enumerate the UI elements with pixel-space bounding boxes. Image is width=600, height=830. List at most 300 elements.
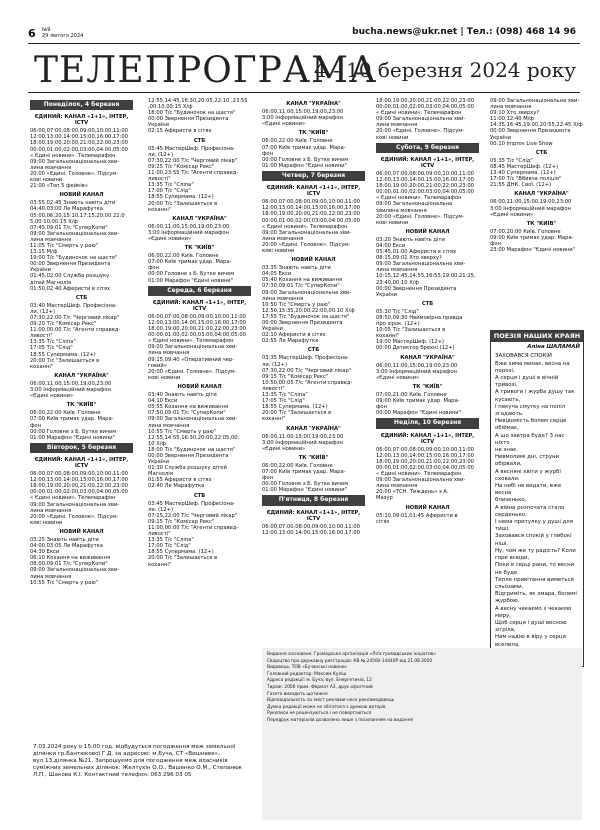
program-line: 3:00 Інформаційний марафон xyxy=(148,229,229,236)
poem-line: зігріла, xyxy=(495,627,516,634)
program-line: про зірок. (12+) xyxy=(376,321,420,328)
imprint-line: Свідоцтво про державну реєстрацію: КВ № 24500-14440Р від 21.08.2020 xyxy=(267,658,433,664)
title-rule xyxy=(28,92,580,93)
program-line: 18:00,19:00,20:00,21:00,22:00,23:00 xyxy=(30,483,128,490)
program-line: кові новини xyxy=(30,177,63,184)
program-line: « Єдині новини». Телемарафон xyxy=(30,495,116,502)
program-line: коханні" xyxy=(148,561,172,568)
program-line: України xyxy=(490,134,511,141)
program-line: 09:00 Загальнонаціональна xyxy=(376,201,453,208)
program-line: «Єдині новини» xyxy=(148,235,192,242)
poem-line: порозі, xyxy=(495,367,515,374)
program-line: лина мовчання xyxy=(262,295,304,302)
day-heading: Вівторок, 5 березня xyxy=(30,443,133,453)
program-line: 20:00 «Єдині. Головне». Підсум- xyxy=(30,170,119,177)
program-line: 03:35 Знають навіть діти xyxy=(262,265,331,272)
poem-line: ніші. xyxy=(495,540,509,547)
program-line: 18:55 Супермама. (12+) xyxy=(148,194,214,201)
channel-name: ТК "КИЇВ" xyxy=(526,220,557,227)
program-line: 3:00 Інформаційний марафон xyxy=(30,387,111,394)
program-line: 21:55 ДНК. Свої. (12+) xyxy=(490,182,552,189)
poem-line: серденько. xyxy=(495,511,527,518)
program-line: 09:00 Загальнонаціональна хви- xyxy=(30,501,120,508)
program-line: 06:00,11:00,15:00,19:00,23:00 xyxy=(490,199,572,206)
program-line: 05:45 МастерШеф. Професіона- xyxy=(148,145,235,152)
program-line: «Єдині новини» xyxy=(490,211,534,218)
channel-name: СТБ xyxy=(307,347,320,354)
program-line: 01:45,02:00 Служба розшуку xyxy=(30,273,110,280)
program-line: 01:00 Марафон "Єдині новини" xyxy=(262,487,347,494)
channel-name: ТК "КИЇВ" xyxy=(184,245,215,252)
program-line: 11:00,00:00 Т/с "Агенти справед- xyxy=(30,327,121,334)
poem-line: тиші, xyxy=(495,526,510,533)
imprint-box xyxy=(262,648,582,820)
program-line: коханні" xyxy=(376,333,400,340)
program-line: « Єдині новини». Телемарафон xyxy=(376,110,462,117)
program-line: 00:00 Головне з Б. Бутке вичем xyxy=(30,428,117,435)
program-line: 06:00,07:00,08:00,09:00,10:00,11:00 xyxy=(376,446,474,453)
program-line: 17:05 Т/с "Слід" xyxy=(30,345,73,352)
program-line: кові новини xyxy=(262,247,295,254)
program-line: фон xyxy=(30,422,42,429)
program-line: 05:30 Т/с "Слід" xyxy=(376,308,419,315)
imprint-line: Газета виходить щотижня xyxy=(267,691,328,697)
poem-line: Відгриміть, як хмара, болемі xyxy=(495,591,577,598)
poem-line: миру, xyxy=(495,612,511,619)
program-line: 01:30 Служба розшуку дітей xyxy=(148,465,227,472)
program-line: 08:45 МастерШеф. (12+) xyxy=(490,163,559,170)
program-line: фон xyxy=(376,404,388,411)
program-line: 3:00 Інформаційний марафон xyxy=(262,115,343,122)
channel-name: НОВИЙ КАНАЛ xyxy=(405,228,450,235)
program-line: ли. (12+) xyxy=(30,308,55,315)
program-line: ли. (12+) xyxy=(148,151,173,158)
page-title: ТЕЛЕПРОГРАМА xyxy=(34,50,378,91)
program-line: 06:00,07:00,08:00,09:00,10:00,11:00 xyxy=(376,170,474,177)
day-heading: Субота, 9 березня xyxy=(376,143,479,153)
program-line: 02:15 Аферисти в сітях xyxy=(148,128,212,135)
program-line: 00:00 Детектор брехні (12+) xyxy=(376,345,455,352)
program-line: 19:00 МастерШеф. (12+) xyxy=(376,339,445,346)
program-line: 00:00,01:00,02:00,03:00,04:00,05:00 xyxy=(30,146,128,153)
channel-name: СТБ xyxy=(75,294,88,301)
program-line: 03:45 МастерШеф. Професіона- xyxy=(148,500,235,507)
channel-name: ЄДИНИЙ: КАНАЛ «1+1», ІНТЕР, ICTV xyxy=(152,299,247,312)
program-line: 05:00,06:20,15:10,17:15,20:00 22:0 xyxy=(30,212,125,219)
program-line: говий» xyxy=(148,362,167,369)
poem-line: сльозами, xyxy=(495,583,524,590)
program-line: 18:55 Супермама. (12+) xyxy=(30,351,96,358)
poem-line: Щоб серця і душі весною xyxy=(495,619,567,626)
channel-name: НОВИЙ КАНАЛ xyxy=(405,504,450,511)
land-survey-announcement: 7.03.2024 року о 15:00 год. відбудуться погодження меж земельної ділянки гр.Бантюкової Г.Д. за адресою: м.Буча, СТ «Вишневе», вул.13,ділянка №21. Запрошуємо для погодження меж власників суміжних земельних ділянок: Желтухін О.О., Вашенко О.М., Степанюк Л.П., Шакова К.І. Контактний телефон: 063 296 03 05 xyxy=(33,744,243,778)
poem-heading: ПОЕЗІЯ НАШИХ КРАЯН xyxy=(491,331,583,342)
program-line: коханні" xyxy=(262,416,286,423)
channel-name: ЄДИНИЙ: КАНАЛ «1+1», ІНТЕР, ICTV xyxy=(34,114,129,127)
schedule-column-1 xyxy=(30,98,133,586)
program-line: 07:50,09:01 Т/с "СуперКопи" xyxy=(148,410,226,417)
channel-name: ТК "КИЇВ" xyxy=(412,383,443,390)
contact-info: bucha.news@ukr.net | Тел.: (098) 468 14 96 xyxy=(352,27,576,37)
program-line: 06:10 Кохання на виживання xyxy=(30,555,111,562)
program-line: 13:35 Т/с "Сліпа" xyxy=(148,182,194,189)
program-line: 07:00,21:00 Київ. Головне xyxy=(376,392,447,399)
program-line: 18:00,19:00,20:00,21:00,22:00,23:00 xyxy=(376,98,474,104)
program-line: 03:20 Знають навіть діти xyxy=(376,236,445,243)
program-line: « Єдині новини». Телемарафон xyxy=(376,195,462,202)
program-line: лина мовчання xyxy=(490,104,532,111)
program-line: 09:15 Т/с "Комісар Рекс" xyxy=(262,373,329,380)
program-line: 04:00 Екси xyxy=(376,242,406,249)
poem-line: журбою. xyxy=(495,598,520,605)
program-line: 05:45,01:00 Аферисти в сітях xyxy=(376,249,457,256)
poem-line: На небі не видати, вже весна xyxy=(495,483,562,497)
program-line: 10 Х/ф xyxy=(148,440,166,447)
program-line: 06:00,07:00,08:00,09:00,10:00,11:00 xyxy=(30,471,128,478)
program-line: фон xyxy=(490,240,502,247)
program-line: 12:00,13:00,14:00,15:00,16:00,17:00 xyxy=(262,529,360,536)
poem-line: обіймає, xyxy=(495,425,519,432)
program-line: 12:00,13:00,14:00,15:00,16:00,17:00 xyxy=(376,177,474,184)
program-line: 00:00,01:00,02:00,03:00,04:00,05:00 xyxy=(376,189,474,196)
imprint-line: Думка редакції може не збігатися з думкою авторів xyxy=(267,704,386,710)
program-line: 10:50 Т/с "Смерть у раю" xyxy=(262,301,331,308)
program-line: 00:00 Головне з Б. Бутке вичем xyxy=(262,156,349,163)
poem-line: кусають, xyxy=(495,396,521,403)
channel-name: НОВИЙ КАНАЛ xyxy=(59,528,104,535)
program-line: 21:00 «Топ 5 фейків» xyxy=(30,183,88,190)
program-line: 10:55 Т/с "Смерть у раю" xyxy=(30,579,99,586)
program-line: кові новини xyxy=(376,134,409,141)
program-line: 06:00,22:00 Київ. Головне xyxy=(30,410,101,417)
program-line: «Єдині новини» xyxy=(262,445,306,452)
program-line: 10:55 Т/с "Смерть у раю" xyxy=(148,428,217,435)
program-line: 13:35 Т/с "Сліпа" xyxy=(30,339,76,346)
program-line: 06:00,11:00,15:00,19:00,23:00 xyxy=(148,223,230,230)
date-range: 4 - 10 березня 2024 року xyxy=(313,58,576,82)
program-line: 17:00 Т/с "Вбивча поліція" xyxy=(490,176,562,183)
channel-name: НОВИЙ КАНАЛ xyxy=(177,383,222,390)
program-line: 08:50,09:30 Неймовірна правда xyxy=(376,315,463,321)
program-line: 09:00 Загальнонаціональна хви- xyxy=(30,158,120,165)
poem-line: І пекуча смутку на попіл xyxy=(495,403,566,410)
poem-author: Аліна ШАЛАМАЙ xyxy=(527,344,580,351)
program-line: 20:00 Т/с "Залишається в xyxy=(262,410,332,417)
channel-name: КАНАЛ "УКРАЇНА" xyxy=(286,101,341,107)
program-line: 01:55 Аферисти в сітях xyxy=(148,477,212,484)
program-line: лина мовчання xyxy=(376,483,418,490)
program-line: 07:15,22:00 Т/с "Черговий лікар" xyxy=(148,512,238,519)
program-line: 3:00 Інформаційний марафон xyxy=(262,439,343,446)
imprint-line: Видання засноване: Громадська організація «Ліга громадських ініціатив» xyxy=(267,652,436,657)
channel-name: ЄДИНИЙ: КАНАЛ «1+1», ІНТЕР, ICTV xyxy=(266,185,361,198)
channel-name: НОВИЙ КАНАЛ xyxy=(59,192,104,199)
program-line: хвилина мовчання xyxy=(376,207,427,214)
program-line: 00:00,01:00,02:00,03:00,04:00,05:00 xyxy=(30,489,128,496)
poem-line: не знає. xyxy=(495,447,518,454)
channel-name: ТК "КИЇВ" xyxy=(298,454,329,461)
poem-line: А що завтра буде? З нас ніхто xyxy=(495,432,565,446)
channel-name: СТБ xyxy=(193,492,206,499)
program-line: 09:00 Загальнонаціональна хви- xyxy=(262,229,352,236)
imprint-line: Видавець: ТОВ «Бучанські новини» xyxy=(267,665,348,671)
program-line: 13:15 М/ф xyxy=(30,249,58,256)
program-line: 5,00:10,00:15 Х/ф xyxy=(30,218,78,225)
poem-line: А тривоги і журба душу так xyxy=(495,389,575,396)
program-line: 19:00 Т/с "Будиночок на щастя" xyxy=(30,255,118,262)
program-line: 07:45,09:01 Т/с "СуперКопи" xyxy=(30,224,108,231)
day-heading: Понеділок, 4 березня xyxy=(30,100,133,110)
program-line: 06:00,07:00,08:00,09:00,10:00,11:00 xyxy=(148,313,246,320)
program-line: 09:00 Київ тримає удар. Мара- xyxy=(490,234,574,241)
program-line: 10:05 Т/с "Залишається в xyxy=(376,327,446,334)
program-line: 20:00 «Єдині. Головне». Підсум- xyxy=(30,513,119,520)
program-line: кові новини xyxy=(148,374,181,381)
program-line: 09:15 Т/с "Комісар Рекс" xyxy=(148,518,215,525)
poem-line: Невмолимі дні, струни xyxy=(495,454,560,461)
poem-line: вселила, xyxy=(495,641,520,648)
program-line: « Єдині новини». Телемарафон xyxy=(376,471,462,478)
program-line: лина мовчання xyxy=(376,267,418,274)
program-line: лина мовчання xyxy=(262,235,304,242)
program-line: 12:55,14:55,16:30,20:00,22:05,00: xyxy=(148,434,240,441)
program-line: лина мовчання xyxy=(376,122,418,129)
program-line: 00:00 Звернення Президента xyxy=(490,128,571,135)
program-line: 12:00,13:00,14:00,15:00,16:00,17:00 xyxy=(30,134,128,141)
program-line: 20:00 «Єдині. Головне». Підсум- xyxy=(376,213,465,220)
program-line: України xyxy=(148,122,169,129)
poem-line: близенько, xyxy=(495,497,527,504)
program-line: 20:00 «ТСН. Тиждень» з А. xyxy=(376,489,449,496)
program-line: 14:35,16:45,19:00,20:55,22:45 Х/ф xyxy=(490,122,583,129)
program-line: України xyxy=(30,267,51,274)
program-line: ливості" xyxy=(148,176,171,183)
program-line: 09:15,09:40 «Оперативний чер- xyxy=(148,356,235,363)
program-line: ливості" xyxy=(30,333,53,340)
imprint-line: Адреса редакції: м. Буча, вул. Енергетиків, 12 xyxy=(267,678,372,684)
program-line: 17:55 Т/с "Будиночок на щастя" xyxy=(262,313,350,320)
program-line: 02:40 Ле Марафутка xyxy=(148,483,205,490)
program-line: 10:50,00:05 Т/с "Агенти справед- xyxy=(262,379,353,386)
program-line: 09:00 Загальнонаціональна хви- xyxy=(262,289,352,296)
channel-name: КАНАЛ "УКРАЇНА" xyxy=(172,215,227,222)
channel-name: ЄДИНИЙ: КАНАЛ «1+1», ІНТЕР, ICTV xyxy=(380,156,475,169)
program-line: 12:55,14:45,16:30,20:05,22:10 ,23:55 xyxy=(148,98,248,104)
program-line: 01:00 Марафон "Єдині новини" xyxy=(30,434,115,441)
poem-line: сховали. xyxy=(495,475,520,482)
program-line: «Єдині новини» xyxy=(30,393,74,400)
program-line: 05:55 Кохання на виживання xyxy=(148,404,229,411)
program-line: 17:00 Т/с "Слід" xyxy=(148,188,191,195)
program-line: « Єдині новини». Телемарафон xyxy=(30,152,116,159)
program-line: Магнолія xyxy=(148,471,173,478)
program-line: 12:00,13:00,14:00,15:00,16:00,17:00 xyxy=(30,477,128,484)
imprint-line: Тираж: 2000 прим. Формат А3, друк офсетний xyxy=(267,684,373,690)
channel-name: КАНАЛ "УКРАЇНА" xyxy=(54,372,109,379)
channel-name: КАНАЛ "УКРАЇНА" xyxy=(400,354,455,361)
program-line: сітях xyxy=(376,518,390,525)
program-line: 3:00 Інформаційний марафон xyxy=(376,368,457,375)
channel-name: КАНАЛ "УКРАЇНА" xyxy=(286,425,341,432)
program-line: 00:00 Звернення Президента xyxy=(30,261,111,268)
poem-line: горе всюди, xyxy=(495,555,530,562)
program-line: лина мовчання xyxy=(30,573,72,580)
program-line: 18:00,19:00,20:00,21:00,22:00,23:00 xyxy=(262,211,360,218)
schedule-column-5 xyxy=(490,98,593,253)
program-line: 06:00,22:00 Київ. Головне xyxy=(262,138,333,145)
program-line: 09:00 Загальнонаціональна хви- xyxy=(376,261,466,268)
poem-line: ЗАХОВАВСЯ СПОКІЙ xyxy=(495,353,552,360)
program-line: ливості" xyxy=(262,385,285,392)
channel-name: ЄДИНИЙ: КАНАЛ «1+1», ІНТЕР, ICTV xyxy=(34,456,129,469)
program-line: ,00:10,00:15 Х/ф xyxy=(148,104,193,111)
program-line: 09:20 Т/с "Комісар Рекс" xyxy=(30,321,97,328)
channel-name: ЄДИНИЙ: КАНАЛ «1+1», ІНТЕР, ICTV xyxy=(266,509,361,522)
program-line: 07:30,22:00 Т/с "Черговий лікар" xyxy=(30,315,120,321)
imprint-line: Відповідальність за зміст реклами несе рекламодавець xyxy=(267,698,395,704)
program-line: 07:00 Київ тримає удар. Мара- xyxy=(262,144,346,151)
program-line: 08:15,09:01 Хто зверху? xyxy=(376,255,442,262)
program-line: лина мовчання xyxy=(148,422,190,429)
program-line: 06:00,07:00,08:00,09:00,10:00,11:00 xyxy=(30,128,128,135)
program-line: лина мовчання xyxy=(30,236,72,243)
program-line: 20:00 «Єдині. Головне». Підсум- xyxy=(262,241,351,248)
program-line: кові новини xyxy=(30,519,63,526)
program-line: 13:35 Т/с "Сліпа" xyxy=(148,537,194,544)
program-line: «Єдині новини» xyxy=(262,121,306,128)
program-line: 09:00 Загальнонаціональна хви- xyxy=(30,567,120,574)
poem-line: Поки в серці рани, то весни xyxy=(495,562,575,569)
program-line: 06:00,22:00 Київ. Головне xyxy=(148,253,219,260)
channel-name: СТБ xyxy=(193,137,206,144)
channel-name: КАНАЛ "УКРАЇНА" xyxy=(514,191,569,198)
program-line: 17:05 Т/с "Слід" xyxy=(262,398,305,405)
program-line: кові новини xyxy=(376,219,409,226)
poem-box xyxy=(490,330,584,667)
program-line: 04:10 Екси xyxy=(148,398,178,405)
imprint-line: Рукописи не рецензуються і не повертаються xyxy=(267,711,372,717)
program-line: 11:00,23:55 Т/с "Агенти справед- xyxy=(148,170,239,177)
day-heading: Четвер, 7 березня xyxy=(262,171,365,181)
program-line: 00:00,01:00,02:00,03:00,04:00,05:00 xyxy=(148,332,246,339)
program-line: « Єдині новини». Телемарафон xyxy=(262,223,348,230)
program-line: 00:00,01:00,02:00,03:00,04:00,05:00 xyxy=(376,464,474,471)
poem-line: І нема притулку у душі для xyxy=(495,519,573,526)
program-line: 08:00,09:01 Т/с "СуперКопи" xyxy=(30,561,108,568)
program-line: 01:50,02:40 Аферисти в сітях xyxy=(30,285,111,292)
program-line: ли. (12+) xyxy=(148,506,173,513)
program-line: 09:00 Київ тримає удар. Мара- xyxy=(376,398,460,405)
imprint-line: Передрук матеріалів дозволено лише з посиланням на видання xyxy=(267,717,413,723)
day-heading: П'ятниця, 8 березня xyxy=(262,495,365,505)
issue-number: №9 xyxy=(42,27,51,33)
program-line: 11:05 Т/с "Смерть у раю" xyxy=(30,242,99,249)
channel-name: ЄДИНИЙ: КАНАЛ «1+1», ІНТЕР, ICTV xyxy=(380,432,475,445)
issue-info xyxy=(42,27,83,39)
program-line: 05:40 Кохання на виживання xyxy=(262,277,343,284)
poem-line: Вже зима минає, весна на xyxy=(495,360,570,367)
program-line: лина мовчання xyxy=(148,350,190,357)
program-line: 13:35 Т/с "Сліпа" xyxy=(262,392,308,399)
program-line: 07:00,20:00 Київ. Головне xyxy=(490,228,561,235)
schedule-column-4 xyxy=(376,98,479,525)
program-line: 00:00 Звернення Президента xyxy=(148,452,229,459)
program-line: 12:00,13:00,14:00,15:00,16:00,17:00 xyxy=(376,452,474,459)
channel-name: СТБ xyxy=(535,149,548,156)
program-line: 04:00,03:05 Ле Марафутка xyxy=(30,543,103,550)
program-line: коханні" xyxy=(148,206,172,213)
program-line: 18:00,19:00,20:00,21:00,22:00,23:00 xyxy=(376,458,474,465)
day-heading: Неділя, 10 березня xyxy=(376,418,479,428)
program-line: 20:00 «Єдині. Головне». Підсум- xyxy=(376,128,465,135)
program-line: лина мовчання xyxy=(30,164,72,171)
program-line: 00:00 Звернення Президента xyxy=(376,285,457,292)
poem-line: Ну, чом же ту радість? Коли xyxy=(495,547,576,554)
poem-line: Невідомість болем серце xyxy=(495,418,567,425)
program-line: 07:30,09:01 Т/с "СуперКопи" xyxy=(262,283,340,290)
page-number: 6 xyxy=(28,27,36,40)
poem-line: А війна розпочата стало xyxy=(495,504,565,511)
program-line: 09:10 Хто зверху? xyxy=(490,110,540,117)
program-line: 18:00 Т/с "Будиночок на щастя" xyxy=(148,110,236,117)
program-line: 20:00 Т/с "Залишається в xyxy=(30,357,100,364)
program-line: лина мовчання xyxy=(30,507,72,514)
program-line: 18:00,19:00,20:00,21:00,22:00,23:00 xyxy=(30,140,128,147)
program-line: України xyxy=(148,459,169,466)
channel-name: ТК "КИЇВ" xyxy=(298,130,329,137)
program-line: України xyxy=(376,291,397,298)
program-line: 00:10 Improv Live Show xyxy=(490,140,553,147)
program-line: 12:00,13:00,14:00,15:00,16:00,17:00 xyxy=(262,205,360,212)
channel-name: СТБ xyxy=(421,300,434,307)
program-line: 03:40 МастерШеф. Професіона- xyxy=(30,302,117,309)
header-rule xyxy=(28,43,580,44)
program-line: 03:25 Знають навіть діти xyxy=(30,537,99,543)
program-line: 03:40 Знають навіть діти xyxy=(148,392,217,399)
program-line: 13:40 Супермама. (12+) xyxy=(490,170,556,177)
program-line: ливості" xyxy=(148,531,171,538)
program-line: 09:00 Загальнонаціональна хви- xyxy=(148,344,238,351)
schedule-column-2 xyxy=(148,98,251,568)
program-line: 04:05 Екси xyxy=(262,271,292,278)
poem-line: А серця і душі в вічній тривозі. xyxy=(495,375,559,389)
program-line: Мазур xyxy=(376,495,393,502)
program-line: 18:55 Супермама. (12+) xyxy=(148,549,214,556)
program-line: 20:00 Т/с "Залишається в xyxy=(148,200,218,207)
program-line: 00:00 Головне з Б. Бутке вичем xyxy=(262,481,349,488)
program-line: 00:00 Звернення Президента xyxy=(148,116,229,123)
program-line: 05:10,09:01,01:45 Аферисти в xyxy=(376,512,458,519)
program-line: 02:55 Ле Марафутка xyxy=(262,338,319,345)
page-header xyxy=(28,27,580,39)
program-line: 06:00,11:00,15:00,19:00,23:00 xyxy=(262,433,344,440)
channel-name: ТК "КИЇВ" xyxy=(66,402,97,409)
poem-line: Нам надію в віру у серця xyxy=(495,634,566,641)
channel-name: НОВИЙ КАНАЛ xyxy=(291,257,336,264)
program-line: дітей Магнолія xyxy=(30,279,72,286)
program-line: 00:00 Марафон "Єдині новини" xyxy=(376,410,461,417)
poem-line: А весняні квіти у журбі xyxy=(495,468,561,475)
poem-line: згадають. xyxy=(495,411,524,418)
issue-date: 29 лютого 2024 xyxy=(42,33,84,39)
program-line: 18:00,19:00,20:00,21:00,22:00,23:00 xyxy=(376,183,474,190)
poem-text xyxy=(491,353,583,666)
program-line: 18:55 Супермама. (12+) xyxy=(262,404,328,411)
poem-line: А весну чекаємо з чекаємо xyxy=(495,605,572,612)
program-line: 18:00,19:00,20:00,21:00,22:00,23:00 xyxy=(148,326,246,333)
program-line: 23:00 Марафон "Єдині новини" xyxy=(490,247,575,254)
program-line: 00:00,01:00,02:00,03:00,04:00,05:00 xyxy=(376,104,474,111)
